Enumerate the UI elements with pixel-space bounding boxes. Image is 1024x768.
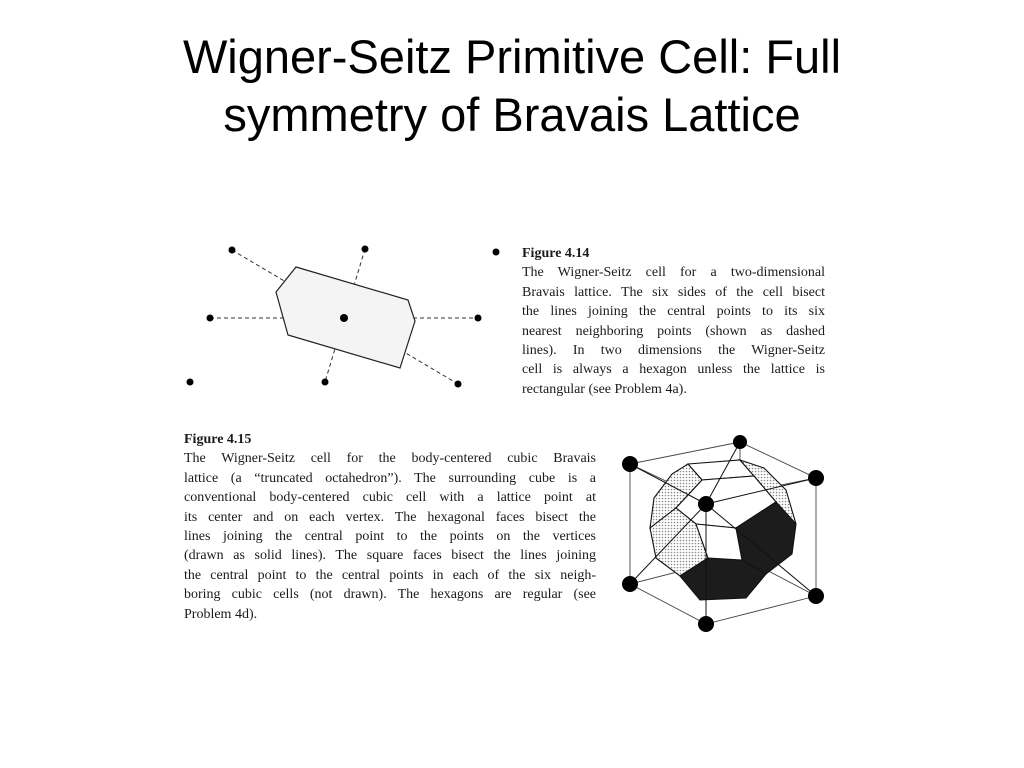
lattice-point: [229, 247, 236, 254]
caption-line: nearest neighboring points (shown as dashed: [522, 323, 825, 339]
caption-line: Problem 4d).: [184, 606, 258, 622]
lattice-point-vertex: [622, 456, 638, 472]
lattice-point-center: [340, 314, 348, 322]
figure-4-15-diagram: [616, 428, 841, 638]
figure-4-14-diagram: [180, 214, 510, 404]
slide-title: [0, 28, 1024, 144]
lattice-point-vertex: [698, 616, 714, 632]
caption-line: lattice (a “truncated octahedron”). The surrounding cube is a: [184, 470, 596, 486]
figure-4-15-caption: [184, 430, 596, 624]
caption-line: lines joining the central point to the points on the vertices: [184, 529, 596, 545]
truncated-octahedron: [650, 460, 796, 600]
caption-line: cell is always a hexagon unless the lattice is: [522, 362, 825, 378]
lattice-point-vertex: [808, 588, 824, 604]
lattice-point: [455, 381, 462, 388]
caption-line: boring cubic cells (not drawn). The hexagons are regular (see: [184, 587, 596, 603]
caption-line: The Wigner-Seitz cell for a two-dimensional: [522, 265, 825, 281]
caption-line: the lines joining the central points to its six: [522, 304, 825, 320]
caption-line: Bravais lattice. The six sides of the cell bisect: [522, 284, 825, 300]
lattice-points: [187, 246, 500, 388]
lattice-point: [322, 379, 329, 386]
caption-line: lines). In two dimensions the Wigner-Seitz: [522, 343, 825, 359]
lattice-point: [187, 379, 194, 386]
figure-4-14-heading: Figure 4.14: [522, 246, 590, 261]
caption-line: (drawn as solid lines). The square faces bisect the lines joining: [184, 548, 596, 564]
lattice-point: [207, 315, 214, 322]
slide-title-line-1: Wigner-Seitz Primitive Cell: Full: [182, 30, 842, 83]
caption-line: rectangular (see Problem 4a).: [522, 381, 687, 397]
lattice-point-vertex: [733, 435, 747, 449]
figure-4-14-caption: [522, 244, 825, 399]
lattice-point: [475, 315, 482, 322]
lattice-point-vertex: [808, 470, 824, 486]
caption-line: The Wigner-Seitz cell for the body-centered cubic Bravais: [184, 451, 596, 467]
caption-line: the central point to the central points in each of the six neigh-: [184, 567, 596, 583]
caption-line: conventional body-centered cubic cell with a lattice point at: [184, 490, 596, 506]
figure-4-15-heading: Figure 4.15: [184, 432, 252, 447]
caption-line: its center and on each vertex. The hexagonal faces bisect the: [184, 509, 596, 525]
lattice-point-center: [698, 496, 714, 512]
lattice-point: [362, 246, 369, 253]
lattice-point-vertex: [622, 576, 638, 592]
lattice-point: [493, 249, 500, 256]
slide-title-line-2: symmetry of Bravais Lattice: [223, 88, 801, 141]
